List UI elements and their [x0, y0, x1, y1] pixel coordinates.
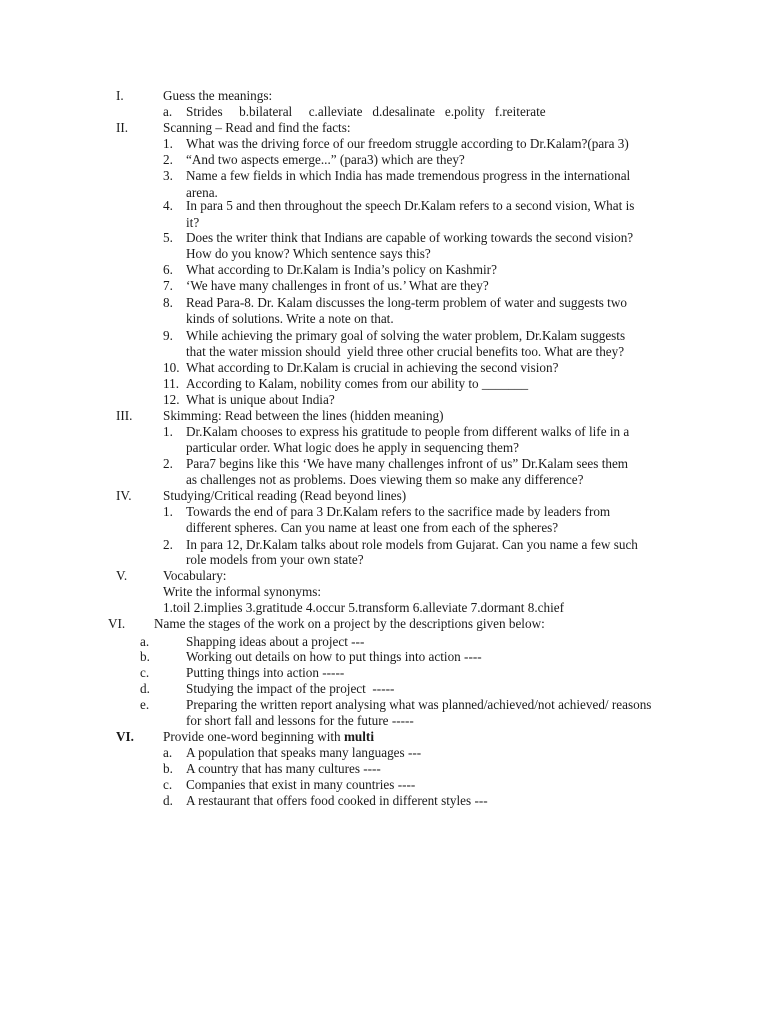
item-text-line: According to Kalam, nobility comes from our ability to _______	[186, 376, 529, 391]
item-text-line: kinds of solutions. Write a note on that.	[186, 311, 394, 326]
item-text-line: Shapping ideas about a project ---	[186, 634, 365, 649]
section-numeral: V.	[116, 568, 128, 583]
item-text-line: Read Para-8. Dr. Kalam discusses the long-term problem of water and suggests two	[186, 295, 627, 310]
item-text-line: Towards the end of para 3 Dr.Kalam refers to the sacrifice made by leaders from	[186, 504, 611, 519]
item-text-line: Working out details on how to put things into action ----	[186, 649, 482, 664]
item-marker: e.	[140, 697, 150, 712]
item-marker: d.	[163, 793, 173, 808]
item-marker: d.	[140, 681, 150, 696]
item-marker: 1.	[163, 424, 173, 439]
item-text-line: While achieving the primary goal of solving the water problem, Dr.Kalam suggests	[186, 328, 626, 343]
item-text-line: different spheres. Can you name at least one from each of the spheres?	[186, 520, 559, 535]
section-heading: Scanning – Read and find the facts:	[163, 120, 351, 135]
item-marker: 11.	[163, 376, 179, 391]
item-text-line: A country that has many cultures ----	[186, 761, 381, 776]
section-text-line: 1.toil 2.implies 3.gratitude 4.occur 5.transform 6.alleviate 7.dormant 8.chief	[163, 600, 565, 615]
item-text-line: What is unique about India?	[186, 392, 335, 407]
item-text-line: as challenges not as problems. Does viewing them so make any difference?	[186, 472, 584, 487]
item-text-line: that the water mission should yield three other crucial benefits too. What are they?	[186, 344, 625, 359]
item-text-line: ‘We have many challenges in front of us.’ What are they?	[186, 278, 489, 293]
section-heading: Provide one-word beginning with multi	[163, 729, 374, 744]
item-text-line: In para 12, Dr.Kalam talks about role models from Gujarat. Can you name a few such	[186, 537, 638, 552]
item-text-line: arena.	[186, 185, 218, 200]
section-heading: Studying/Critical reading (Read beyond lines)	[163, 488, 407, 503]
item-text-line: In para 5 and then throughout the speech Dr.Kalam refers to a second vision, What is	[186, 198, 635, 213]
item-marker: a.	[163, 745, 173, 760]
item-text-line: for short fall and lessons for the future -----	[186, 713, 414, 728]
section-numeral: II.	[116, 120, 129, 135]
item-text-line: What was the driving force of our freedom struggle according to Dr.Kalam?(para 3)	[186, 136, 629, 151]
section-heading: Skimming: Read between the lines (hidden meaning)	[163, 408, 444, 423]
item-text-line: Does the writer think that Indians are capable of working towards the second vision?	[186, 230, 634, 245]
item-marker: 1.	[163, 136, 173, 151]
heading-emphasis: multi	[343, 729, 374, 744]
item-marker: b.	[140, 649, 150, 664]
item-marker: 1.	[163, 504, 173, 519]
item-marker: 2.	[163, 152, 173, 167]
item-text-line: Companies that exist in many countries ----	[186, 777, 416, 792]
item-marker: 9.	[163, 328, 173, 343]
item-text-line: Para7 begins like this ‘We have many challenges infront of us” Dr.Kalam sees them	[186, 456, 629, 471]
item-text-line: How do you know? Which sentence says this?	[186, 246, 431, 261]
item-text-line: Dr.Kalam chooses to express his gratitude to people from different walks of life in a	[186, 424, 630, 439]
item-marker: 10.	[163, 360, 180, 375]
section-numeral: IV.	[116, 488, 132, 503]
item-text-line: particular order. What logic does he apply in sequencing them?	[186, 440, 519, 455]
item-text-line: it?	[186, 215, 200, 230]
item-marker: a.	[140, 634, 150, 649]
item-marker: 6.	[163, 262, 173, 277]
item-text-line: A population that speaks many languages ---	[186, 745, 422, 760]
item-marker: 3.	[163, 168, 173, 183]
section-numeral: VI.	[116, 729, 134, 744]
item-text-line: role models from your own state?	[186, 552, 364, 567]
section-heading: Vocabulary:	[163, 568, 227, 583]
item-marker: 2.	[163, 456, 173, 471]
section-numeral: III.	[116, 408, 133, 423]
item-text-line: What according to Dr.Kalam is India’s policy on Kashmir?	[186, 262, 497, 277]
item-text-line: Putting things into action -----	[186, 665, 345, 680]
item-text-line: Studying the impact of the project -----	[186, 681, 395, 696]
item-marker: 2.	[163, 537, 173, 552]
item-text-line: “And two aspects emerge...” (para3) which are they?	[186, 152, 465, 167]
section-heading: Name the stages of the work on a project by the descriptions given below:	[154, 616, 545, 631]
item-marker: 4.	[163, 198, 173, 213]
section-numeral: VI.	[108, 616, 126, 631]
item-marker: 5.	[163, 230, 173, 245]
section-text-line: Write the informal synonyms:	[163, 584, 322, 599]
item-marker: a.	[163, 104, 173, 119]
item-marker: c.	[163, 777, 173, 792]
item-marker: 7.	[163, 278, 173, 293]
item-marker: 12.	[163, 392, 180, 407]
section-numeral: I.	[116, 88, 124, 103]
item-text-line: Preparing the written report analysing what was planned/achieved/not achieved/ reasons	[186, 697, 652, 712]
item-text-line: What according to Dr.Kalam is crucial in achieving the second vision?	[186, 360, 559, 375]
item-marker: 8.	[163, 295, 173, 310]
item-text-line: A restaurant that offers food cooked in different styles ---	[186, 793, 488, 808]
section-heading: Guess the meanings:	[163, 88, 273, 103]
item-marker: b.	[163, 761, 173, 776]
item-marker: c.	[140, 665, 150, 680]
item-text-line: Strides b.bilateral c.alleviate d.desalinate e.polity f.reiterate	[186, 104, 546, 119]
item-text-line: Name a few fields in which India has made tremendous progress in the international	[186, 168, 631, 183]
